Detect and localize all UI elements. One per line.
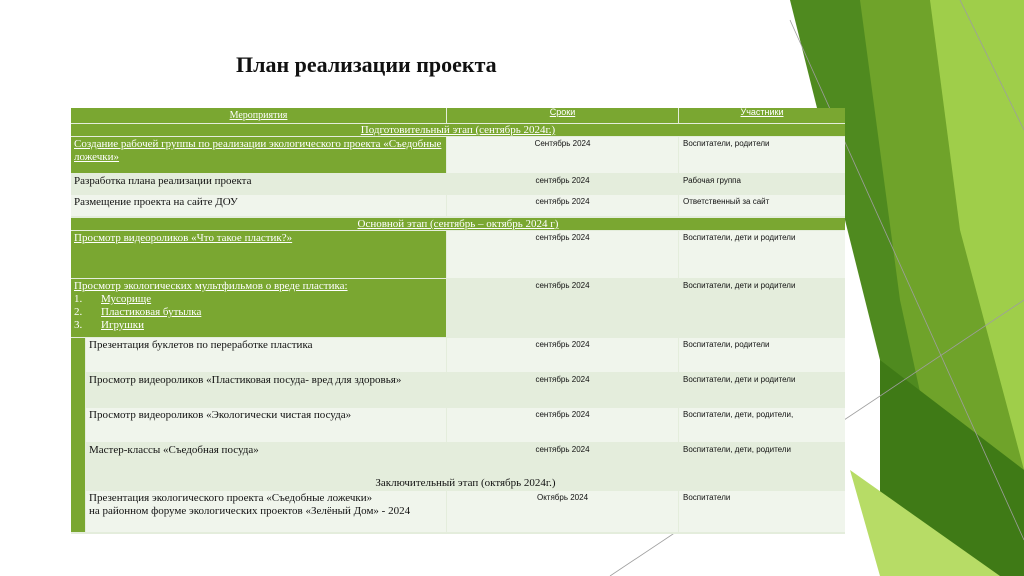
plan-table: [71, 108, 845, 534]
activity-project-presentation: [86, 491, 446, 532]
row-stub: [71, 338, 85, 532]
date-cell: Октябрь 2024: [447, 491, 678, 532]
header-dates: Сроки: [447, 108, 678, 123]
activity-eco-cartoons: [71, 279, 446, 337]
date-cell: сентябрь 2024: [447, 279, 678, 337]
date-cell: сентябрь 2024: [447, 195, 678, 216]
header-participants: Участники: [679, 108, 845, 123]
activity-site-posting: Размещение проекта на сайте ДОУ: [71, 195, 446, 216]
participants-cell: Рабочая группа: [679, 174, 845, 194]
participants-cell: Воспитатели, родители: [679, 137, 845, 173]
cartoon-list: [74, 293, 443, 332]
date-cell: Сентябрь 2024: [447, 137, 678, 173]
participants-cell: Ответственный за сайт: [679, 195, 845, 216]
activity-presentation-line1: Презентация экологического проекта «Съедобные ложечки»: [89, 492, 373, 504]
list-item: 1. Мусорище: [74, 293, 152, 305]
date-cell: сентябрь 2024: [447, 408, 678, 442]
activity-eco-cartoons-text: Просмотр экологических мультфильмов о вреде пластика:: [74, 280, 348, 292]
participants-cell: Воспитатели, дети, родители: [679, 443, 845, 469]
participants-cell: Воспитатели, родители: [679, 338, 845, 372]
activity-working-group: Создание рабочей группы по реализации экологического проекта «Съедобные ложечки»: [71, 137, 446, 173]
activity-plastic-dishes-videos: Просмотр видеороликов «Пластиковая посуда- вред для здоровья»: [86, 373, 446, 407]
activity-plan-development: Разработка плана реализации проекта: [71, 174, 446, 194]
activity-presentation-line2: на районном форуме экологических проектов «Зелёный Дом» - 2024: [89, 505, 411, 517]
date-cell: сентябрь 2024: [447, 231, 678, 278]
date-cell: сентябрь 2024: [447, 373, 678, 407]
list-item: 3. Игрушки: [74, 319, 145, 331]
participants-cell: Воспитатели, дети и родители: [679, 373, 845, 407]
activity-master-classes: Мастер-классы «Съедобная посуда»: [86, 443, 446, 469]
stage-final-title: Заключительный этап (октябрь 2024г.): [86, 476, 845, 490]
stage-preparatory-title: Подготовительный этап (сентябрь 2024г.): [71, 124, 845, 136]
page-title: План реализации проекта: [236, 52, 497, 77]
stage-main-title: Основной этап (сентябрь – октябрь 2024 г): [71, 218, 845, 230]
date-cell: сентябрь 2024: [447, 338, 678, 372]
participants-cell: Воспитатели, дети и родители: [679, 231, 845, 278]
activity-eco-dishes-videos: Просмотр видеороликов «Экологически чистая посуда»: [86, 408, 446, 442]
date-cell: сентябрь 2024: [447, 174, 678, 194]
header-activities: Мероприятия: [71, 108, 446, 123]
participants-cell: Воспитатели, дети и родители: [679, 279, 845, 337]
activity-plastic-videos: Просмотр видеороликов «Что такое пластик?»: [71, 231, 446, 278]
list-item: 2. Пластиковая бутылка: [74, 306, 202, 318]
date-cell: сентябрь 2024: [447, 443, 678, 469]
participants-cell: Воспитатели, дети, родители,: [679, 408, 845, 442]
activity-booklets: Презентация буклетов по переработке пластика: [86, 338, 446, 372]
participants-cell: Воспитатели: [679, 491, 845, 532]
